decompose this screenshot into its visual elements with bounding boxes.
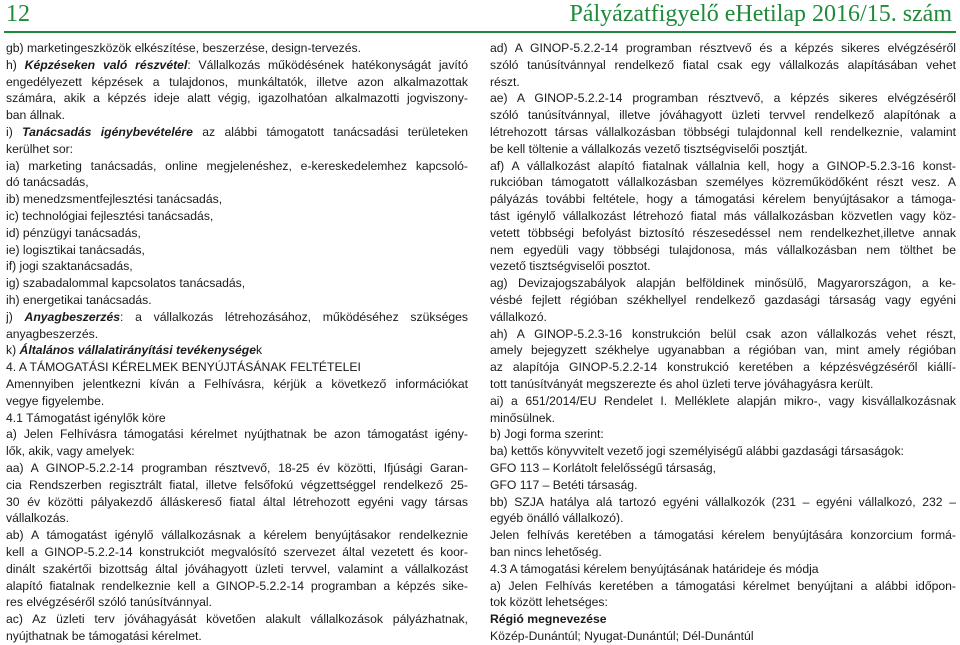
- paragraph-line: af) A vállalkozást alapító fiatalnak vállalnia kell, hogy a GINOP-5.2.3-16 konst-: [490, 158, 956, 173]
- paragraph-line: tott tanúsítványát megszerezte és ahol üzleti terve jóváhagyásra került.: [490, 376, 874, 391]
- paragraph-line: res elvégzéséről szóló tanúsítvánnyal.: [6, 595, 212, 610]
- paragraph-line: ac) Az üzleti terv jóváhagyását követően alakult vállalkozások pályázhatnak,: [6, 612, 468, 627]
- paragraph-line: j) Anyagbeszerzés: a vállalkozás létrehozásához, működéséhez szükséges: [6, 309, 468, 324]
- subsection-heading: 4.1 Támogatást igénylők köre: [6, 410, 166, 425]
- section-emphasis: Tanácsadás igénybevételére: [22, 124, 193, 139]
- paragraph-line: ba) kettős könyvvitelt vezető jogi személyiségű alábbi gazdasági társaságok:: [490, 444, 904, 459]
- paragraph-line: ban állnak.: [6, 108, 65, 123]
- paragraph-line: vállalkozó.: [490, 309, 547, 324]
- paragraph-line: bb) SZJA hatálya alá tartozó egyéni vállalkozók (231 – egyéni vállalkozó, 232 –: [490, 494, 956, 509]
- table-heading: Régió megnevezése: [490, 612, 607, 627]
- paragraph-line: minősülnek.: [490, 410, 556, 425]
- table-cell: Közép-Dunántúl; Nyugat-Dunántúl; Dél-Dunántúl: [490, 628, 754, 643]
- list-item: GFO 113 – Korlátolt felelősségű társaság,: [490, 460, 717, 475]
- paragraph-line: lők, akik, vagy amelyek:: [6, 444, 135, 459]
- list-item: GFO 117 – Betéti társaság.: [490, 477, 638, 492]
- paragraph-line: ad) A GINOP-5.2.2-14 programban résztvevő és a képzés sikeres elvégzéséről: [490, 41, 956, 55]
- paragraph-line: pályázás további feltétele, hogy a támogatási kérelem benyújtásakor a támoga-: [490, 192, 956, 207]
- paragraph-line: nem egyedüli vagy többségi tulajdonosa, más vállalkozásban nem tölthet be: [490, 242, 956, 257]
- paragraph-line: ag) Devizajogszabályok alapján belföldinek minősülő, Magyarországon, a ke-: [490, 276, 956, 291]
- paragraph-line: dó tanácsadás,: [6, 175, 89, 190]
- paragraph-line: az alapítója GINOP-5.2.2-14 konstrukció keretében a képzésvégzéséről kiállí-: [490, 360, 956, 375]
- paragraph-line: Jelen felhívás keretében a támogatási kérelem benyújtására konzorcium formá-: [490, 528, 956, 543]
- paragraph-line: ban nincs lehetőség.: [490, 544, 602, 559]
- left-column: [6, 40, 468, 645]
- paragraph-line: egyéb önálló vállalkozó).: [490, 511, 624, 526]
- page-number: 12: [6, 1, 30, 27]
- right-column: [490, 40, 956, 645]
- header-rule: [4, 31, 956, 33]
- list-item: ih) energetikai tanácsadás.: [6, 292, 152, 307]
- paragraph-line: a) Jelen Felhívásra támogatási kérelmet nyújthatnak be azon támogatást igény-: [6, 427, 468, 442]
- paragraph-line: szóló tanúsítvánnyal rendelkező fiatal csak egy vállalkozás alapításában vehet: [490, 57, 956, 72]
- subsection-heading: 4.3 A támogatási kérelem benyújtásának határideje és módja: [490, 561, 819, 576]
- paragraph-line: amely bejegyzett székhelye ugyanabban a régióban van, mint amely régióban: [490, 343, 956, 358]
- paragraph-line: gb) marketingeszközök elkészítése, beszerzése, design-tervezés.: [6, 41, 361, 55]
- paragraph-line: Amennyiben jelentkezni kíván a Felhívásra, kérjük a következő információkat: [6, 376, 468, 391]
- section-emphasis: Anyagbeszerzés: [24, 309, 121, 324]
- paragraph-line: dinált szakértői bizottság által jóváhagyott üzleti tervvel, valamint a vállalkozást: [6, 561, 468, 576]
- paragraph-line: kerülhet sor:: [6, 141, 74, 156]
- list-item: if) jogi szaktanácsadás,: [6, 259, 133, 274]
- paragraph-line: b) Jogi forma szerint:: [490, 427, 604, 442]
- paragraph-line: részt.: [490, 74, 520, 89]
- paragraph-line: alapító fiatalnak rendelkeznie kell a GINOP-5.2.2-14 programban a képzés sike-: [6, 578, 468, 593]
- paragraph-line: cia Rendszerben regisztrált fiatal, illetve felsőfokú végzettséggel rendelkező 25-: [6, 477, 468, 492]
- paragraph-line: vegye figyelembe.: [6, 393, 105, 408]
- paragraph-line: tást igénylő vállalkozást létrehozó fiatal más vállalkozásban közvetlen vagy köz-: [490, 208, 956, 223]
- paragraph-line: vállalkozás.: [6, 511, 69, 526]
- paragraph-line: vésbé fejlett régióban székhellyel rendelkező gazdasági társaság vagy egyéni: [490, 292, 956, 307]
- paragraph-line: ia) marketing tanácsadás, online megjelenéshez, e-kereskedelemhez kapcsoló-: [6, 158, 468, 173]
- paragraph-line: vetett többségi befolyást biztosító részesedéssel nem rendelkezhet,illetve annak: [490, 225, 956, 240]
- section-emphasis: Képzéseken való részvétel: [24, 57, 188, 72]
- list-item: ig) szabadalommal kapcsolatos tanácsadás,: [6, 276, 246, 291]
- paragraph-line: aa) A GINOP-5.2.2-14 programban résztvevő, 18-25 év közötti, Ifjúsági Garan-: [6, 460, 468, 475]
- list-item: ie) logisztikai tanácsadás,: [6, 242, 145, 257]
- paragraph-line: a) Jelen Felhívás keretében a támogatási kérelmet benyújtani a alábbi időpon-: [490, 578, 956, 593]
- paragraph-line: rukcióban támogatott vállalkozásban személyes közreműködőként részt vesz. A: [490, 175, 956, 190]
- list-item: ib) menedzsmentfejlesztési tanácsadás,: [6, 192, 223, 207]
- paragraph-line: ai) a 651/2014/EU Rendelet I. Melléklete alapján mikro-, vagy kisvállalkozásnak: [490, 393, 956, 408]
- page-header: [0, 0, 960, 32]
- paragraph-line: k) Általános vállalatirányítási tevékenységek: [6, 343, 263, 358]
- paragraph-line: 30 év közötti pályakezdő álláskereső fiatal által létrehozott egyéni vagy társas: [6, 494, 468, 509]
- paragraph-line: számára, akik a képzés ideje alatt végig, igazolhatóan alkalmazotti jogviszony-: [6, 91, 468, 106]
- journal-title: Pályázatfigyelő eHetilap 2016/15. szám: [569, 1, 952, 27]
- paragraph-line: i) Tanácsadás igénybevételére az alábbi támogatott tanácsadási területeken: [6, 124, 468, 139]
- paragraph-line: ah) A GINOP-5.2.3-16 konstrukción belül csak azon vállalkozás vehet részt,: [490, 326, 956, 341]
- paragraph-line: kell a GINOP-5.2.2-14 konstrukciót megvalósító szervezet által vezetett és koor-: [6, 544, 468, 559]
- paragraph-line: ab) A támogatást igénylő vállalkozásnak a kérelem benyújtásakor rendelkeznie: [6, 528, 468, 543]
- list-item: ic) technológiai fejlesztési tanácsadás,: [6, 208, 214, 223]
- section-heading: 4. A TÁMOGATÁSI KÉRELMEK BENYÚJTÁSÁNAK FELTÉTELEI: [6, 360, 361, 375]
- paragraph-line: be kell töltenie a vállalkozás vezető tisztségviselői posztját.: [490, 141, 808, 156]
- paragraph-line: h) Képzéseken való részvétel: Vállalkozás működésének hatékonyságát javító: [6, 57, 468, 72]
- paragraph-line: tok között lehetséges:: [490, 595, 608, 610]
- paragraph-line: vezető tisztségviselői posztot.: [490, 259, 651, 274]
- paragraph-line: nyújthatnak be támogatási kérelmet.: [6, 628, 202, 643]
- list-item: id) pénzügyi tanácsadás,: [6, 225, 141, 240]
- paragraph-line: ae) A GINOP-5.2.2-14 programban résztvevő, a képzés sikeres elvégzéséről: [490, 91, 956, 106]
- paragraph-line: anyagbeszerzés.: [6, 326, 99, 341]
- paragraph-line: szóló tanúsítvánnyal, illetve jóváhagyott üzleti tervvel rendelkező alapítónak a: [490, 108, 956, 123]
- paragraph-line: létrehozott társas vállalkozásban többségi tulajdonnal kell rendelkeznie, valamint: [490, 124, 956, 139]
- paragraph-line: engedélyezett képzések a tulajdonos, munkáltatók, illetve azon alkalmazottak: [6, 74, 468, 89]
- section-emphasis: Általános vállalatirányítási tevékenysége: [19, 343, 256, 358]
